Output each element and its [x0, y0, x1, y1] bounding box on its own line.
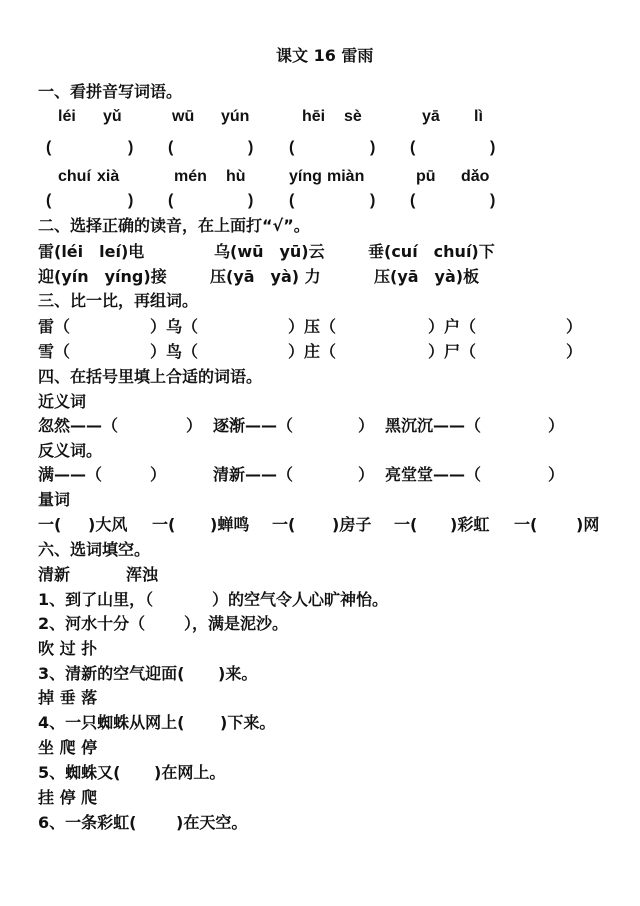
close-paren: ) — [128, 192, 134, 209]
compare-item: 雪（ — [38, 342, 71, 361]
pinyin-syllable: léi — [58, 108, 76, 125]
antonym-item: ） — [548, 465, 565, 484]
measure-item: 一( — [152, 515, 176, 534]
question-text: 6、一条彩虹( — [38, 813, 137, 832]
open-paren: ( — [168, 139, 174, 156]
synonym-row — [0, 414, 640, 438]
question-1 — [0, 588, 640, 612]
antonym-item: 清新——（ — [213, 465, 294, 484]
question-5 — [0, 761, 640, 785]
pinyin-syllable: yíng — [289, 168, 322, 185]
question-6 — [0, 811, 640, 835]
question-text: ）的空气令人心旷神怡。 — [212, 590, 389, 609]
reading-choice-row-1 — [0, 240, 640, 264]
measure-row — [0, 513, 640, 537]
measure-item: 一( — [514, 515, 538, 534]
section2-heading: 二、选择正确的读音，在上面打“√”。 — [38, 216, 310, 235]
word-options-4 — [0, 736, 640, 760]
question-text: )来。 — [218, 664, 258, 683]
pinyin-syllable: miàn — [327, 168, 365, 185]
synonym-item: 忽然——（ — [38, 416, 119, 435]
close-paren: ) — [248, 139, 254, 156]
question-3 — [0, 662, 640, 686]
close-paren: ) — [370, 192, 376, 209]
compare-item: ）压（ — [288, 317, 337, 336]
pinyin-row-1 — [0, 105, 640, 129]
word-option: 坐 爬 停 — [38, 738, 98, 757]
pinyin-syllable: yún — [221, 108, 250, 125]
open-paren: ( — [168, 192, 174, 209]
synonym-item: 黑沉沉——（ — [385, 416, 482, 435]
section4-heading-line — [0, 365, 640, 389]
antonym-item: 满——（ — [38, 465, 103, 484]
close-paren: ) — [248, 192, 254, 209]
section3-heading-line — [0, 289, 640, 313]
antonym-item: ） — [150, 465, 167, 484]
compare-row-2 — [0, 340, 640, 364]
open-paren: ( — [289, 139, 295, 156]
compare-item: ）鸟（ — [150, 342, 199, 361]
pinyin-syllable: pū — [416, 168, 436, 185]
antonym-label: 反义词。 — [38, 441, 103, 460]
measure-item: )大风 — [88, 515, 128, 534]
reading-choice: 迎(yín yíng)接 — [38, 267, 167, 286]
compare-item: ） — [566, 342, 583, 361]
open-paren: ( — [46, 192, 52, 209]
compare-item: ） — [566, 317, 583, 336]
question-text: 4、一只蜘蛛从网上( — [38, 713, 185, 732]
section4-heading: 四、在括号里填上合适的词语。 — [38, 367, 263, 386]
measure-item: 一( — [394, 515, 418, 534]
word-options-1 — [0, 563, 640, 587]
compare-row-1 — [0, 315, 640, 339]
pinyin-syllable: sè — [344, 108, 362, 125]
reading-choice: 压(yā yà) 力 — [210, 267, 321, 286]
open-paren: ( — [289, 192, 295, 209]
compare-item: 雷（ — [38, 317, 71, 336]
question-text: )下来。 — [220, 713, 276, 732]
measure-item: )彩虹 — [450, 515, 490, 534]
section3-heading: 三、比一比，再组词。 — [38, 291, 199, 310]
pinyin-syllable: mén — [174, 168, 207, 185]
question-text: )在天空。 — [176, 813, 248, 832]
antonym-label-line — [0, 439, 640, 463]
measure-label: 量词 — [38, 490, 71, 509]
reading-choice: 垂(cuí chuí)下 — [368, 242, 495, 261]
pinyin-syllable: yǔ — [103, 108, 122, 125]
question-text: 2、河水十分（ — [38, 614, 146, 633]
measure-item: )网 — [576, 515, 600, 534]
close-paren: ) — [128, 139, 134, 156]
reading-choice: 压(yā yà)板 — [374, 267, 480, 286]
answer-parens-row-1 — [0, 136, 640, 160]
question-text: 1、到了山里，（ — [38, 590, 154, 609]
measure-item: )房子 — [332, 515, 372, 534]
word-option: 清新 — [38, 565, 71, 584]
antonym-item: 亮堂堂——（ — [385, 465, 482, 484]
synonym-item: 逐渐——（ — [213, 416, 294, 435]
open-paren: ( — [46, 139, 52, 156]
question-2 — [0, 612, 640, 636]
close-paren: ) — [490, 192, 496, 209]
open-paren: ( — [410, 139, 416, 156]
reading-choice: 雷(léi leí)电 — [38, 242, 145, 261]
pinyin-syllable: yā — [422, 108, 440, 125]
word-option: 浑浊 — [126, 565, 159, 584]
measure-item: 一( — [38, 515, 62, 534]
measure-item: 一( — [272, 515, 296, 534]
word-options-5 — [0, 786, 640, 810]
pinyin-syllable: lì — [474, 108, 483, 125]
close-paren: ) — [490, 139, 496, 156]
pinyin-syllable: chuí — [58, 168, 91, 185]
antonym-row — [0, 463, 640, 487]
synonym-label: 近义词 — [38, 392, 87, 411]
compare-item: ）户（ — [428, 317, 477, 336]
compare-item: ）庄（ — [288, 342, 337, 361]
section6-heading: 六、选词填空。 — [38, 540, 151, 559]
pinyin-syllable: dǎo — [461, 168, 490, 185]
open-paren: ( — [410, 192, 416, 209]
measure-label-line — [0, 488, 640, 512]
antonym-item: ） — [358, 465, 375, 484]
question-text: ），满是泥沙。 — [184, 614, 289, 633]
pinyin-syllable: xià — [97, 168, 120, 185]
word-option: 掉 垂 落 — [38, 688, 98, 707]
section1-heading: 一、看拼音写词语。 — [38, 82, 183, 101]
word-options-3 — [0, 686, 640, 710]
question-text: 3、清新的空气迎面( — [38, 664, 185, 683]
answer-parens-row-2 — [0, 189, 640, 213]
question-4 — [0, 711, 640, 735]
word-options-2 — [0, 637, 640, 661]
question-text: )在网上。 — [154, 763, 226, 782]
synonym-label-line — [0, 390, 640, 414]
word-option: 挂 停 爬 — [38, 788, 98, 807]
pinyin-syllable: hù — [226, 168, 246, 185]
section2-heading-line — [0, 214, 640, 238]
pinyin-syllable: wū — [172, 108, 195, 125]
section1-heading-line — [0, 80, 640, 104]
pinyin-syllable: hēi — [302, 108, 326, 125]
close-paren: ) — [370, 139, 376, 156]
reading-choice-row-2 — [0, 265, 640, 289]
compare-item: ）乌（ — [150, 317, 199, 336]
reading-choice: 乌(wū yū)云 — [214, 242, 325, 261]
word-option: 吹 过 扑 — [38, 639, 98, 658]
section6-heading-line — [0, 538, 640, 562]
synonym-item: ） — [186, 416, 203, 435]
synonym-item: ） — [548, 416, 565, 435]
worksheet-title-line — [0, 44, 640, 68]
measure-item: )蝉鸣 — [210, 515, 250, 534]
synonym-item: ） — [358, 416, 375, 435]
worksheet-title: 课文 16 雷雨 — [276, 46, 374, 65]
compare-item: ）尸（ — [428, 342, 477, 361]
pinyin-row-2 — [0, 165, 640, 189]
question-text: 5、蜘蛛又( — [38, 763, 121, 782]
